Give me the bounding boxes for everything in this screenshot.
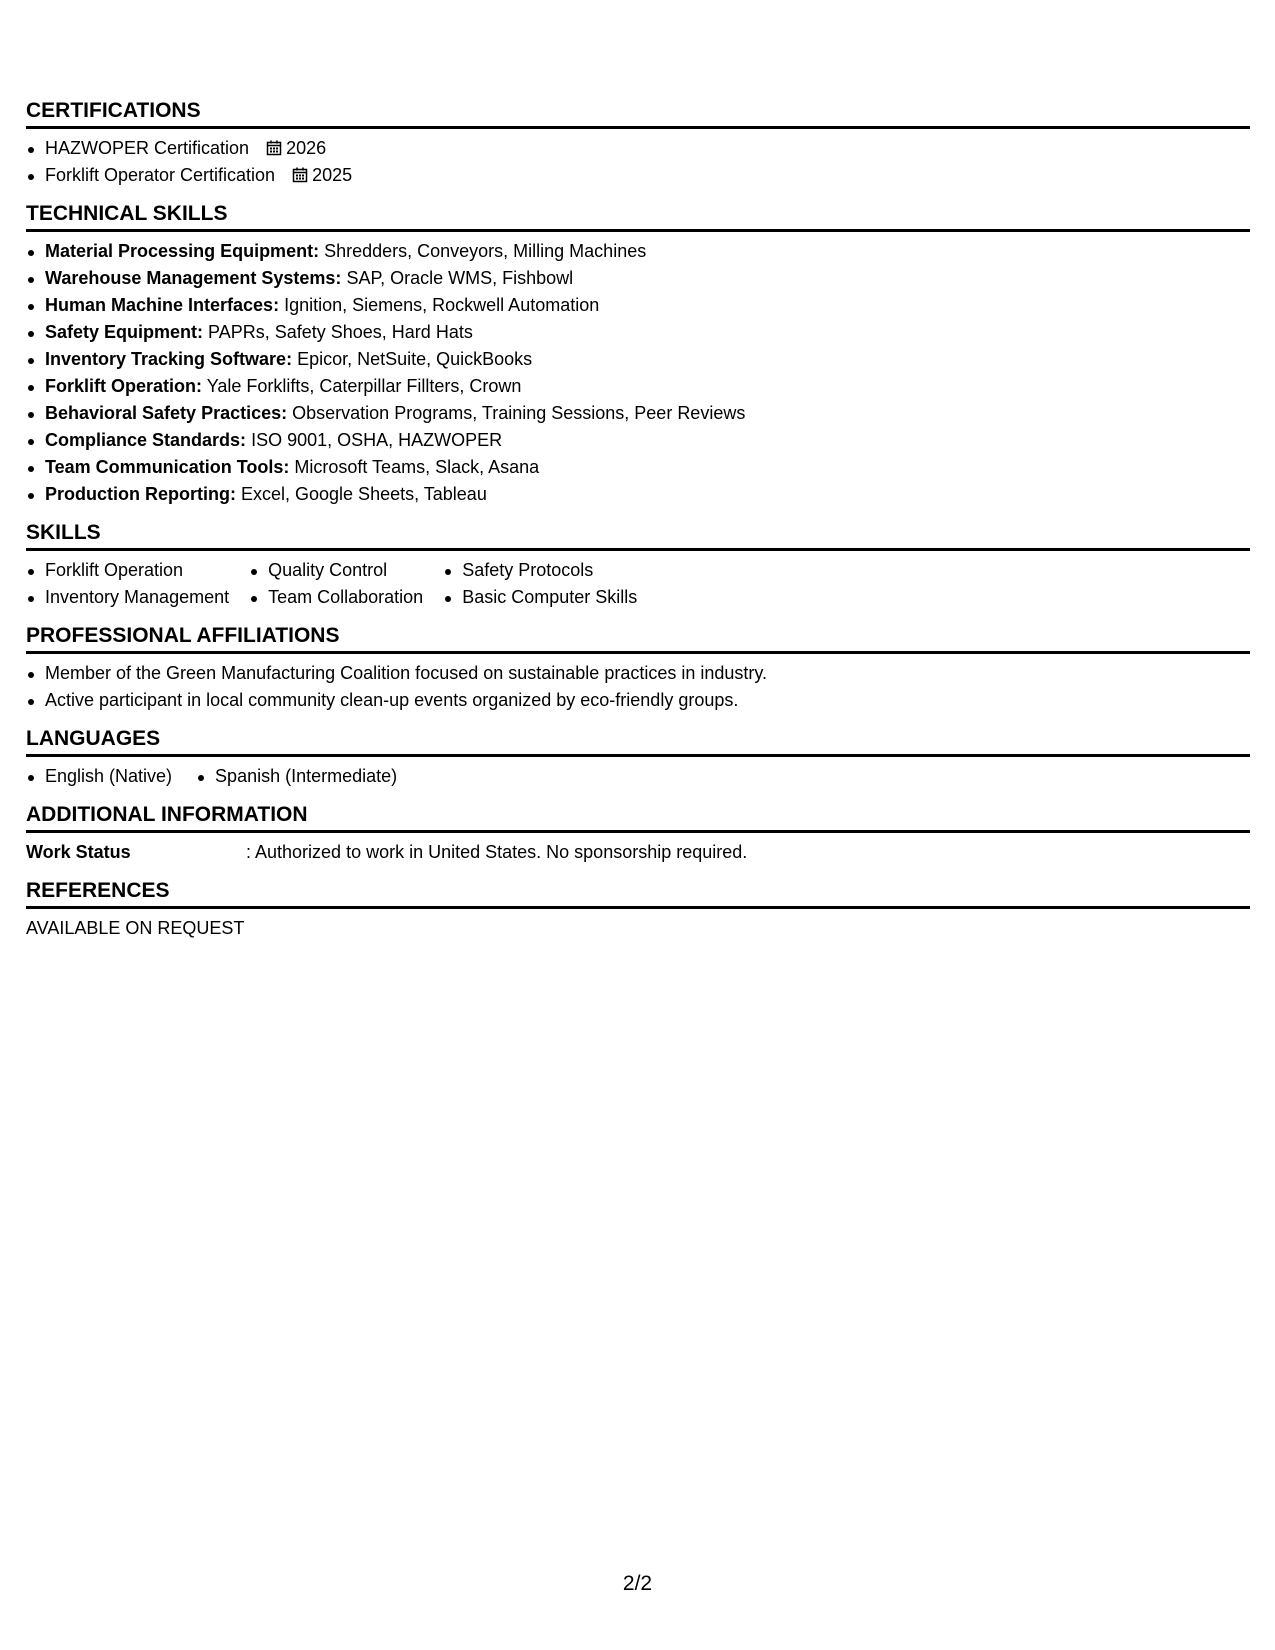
technical-skill-label: Team Communication Tools:: [45, 457, 290, 477]
technical-skill-label: Human Machine Interfaces:: [45, 295, 280, 315]
technical-skill-value: PAPRs, Safety Shoes, Hard Hats: [208, 322, 473, 342]
page-number: 2/2: [622, 1572, 653, 1595]
section-title-languages: LANGUAGES: [26, 718, 1250, 757]
languages-section: [26, 718, 1250, 794]
section-title-references: REFERENCES: [26, 870, 1250, 909]
skill-item: Forklift Operation: [26, 557, 229, 584]
technical-skill-label: Safety Equipment:: [45, 322, 204, 342]
skills-column: [443, 557, 637, 611]
certification-name: HAZWOPER Certification: [45, 138, 250, 158]
calendar-icon: [292, 167, 308, 183]
certifications-list: [26, 129, 1250, 193]
affiliation-item: Member of the Green Manufacturing Coalition focused on sustainable practices in industry.: [26, 660, 1250, 687]
language-item: English (Native): [26, 763, 172, 790]
skill-item: Quality Control: [249, 557, 423, 584]
affiliation-item: Active participant in local community clean-up events organized by eco-friendly groups.: [26, 687, 1250, 714]
technical-skill-value: Yale Forklifts, Caterpillar Fillters, Crown: [206, 376, 522, 396]
technical-skill-value: ISO 9001, OSHA, HAZWOPER: [251, 430, 503, 450]
certification-year: 2026: [286, 138, 327, 158]
section-title-affiliations: PROFESSIONAL AFFILIATIONS: [26, 615, 1250, 654]
technical-skill-value: Observation Programs, Training Sessions, Peer Reviews: [292, 403, 746, 423]
skills-column: [26, 557, 229, 611]
technical-skill-label: Compliance Standards:: [45, 430, 247, 450]
skills-column: [249, 557, 423, 611]
calendar-icon: [266, 140, 282, 156]
certification-item: [26, 162, 1250, 189]
technical-skill-item: [26, 292, 1250, 319]
technical-skill-value: SAP, Oracle WMS, Fishbowl: [346, 268, 574, 288]
technical-skill-value: Excel, Google Sheets, Tableau: [241, 484, 487, 504]
technical-skill-label: Production Reporting:: [45, 484, 236, 504]
technical-skill-label: Forklift Operation:: [45, 376, 202, 396]
additional-info-section: [26, 794, 1250, 870]
technical-skill-item: [26, 265, 1250, 292]
skill-item: Basic Computer Skills: [443, 584, 637, 611]
technical-skill-item: [26, 427, 1250, 454]
skills-section: [26, 512, 1250, 615]
skill-item: Inventory Management: [26, 584, 229, 611]
section-title-technical-skills: TECHNICAL SKILLS: [26, 193, 1250, 232]
work-status-row: [26, 833, 1250, 870]
technical-skill-label: Inventory Tracking Software:: [45, 349, 293, 369]
references-section: [26, 870, 1250, 946]
certification-year: 2025: [312, 165, 353, 185]
technical-skill-value: Microsoft Teams, Slack, Asana: [294, 457, 540, 477]
certification-name: Forklift Operator Certification: [45, 165, 276, 185]
work-status-label: Work Status: [26, 842, 131, 862]
technical-skill-item: [26, 319, 1250, 346]
section-title-skills: SKILLS: [26, 512, 1250, 551]
technical-skills-section: [26, 193, 1250, 512]
technical-skill-value: Ignition, Siemens, Rockwell Automation: [284, 295, 600, 315]
languages-list: [26, 757, 1250, 794]
section-title-additional-info: ADDITIONAL INFORMATION: [26, 794, 1250, 833]
references-text: AVAILABLE ON REQUEST: [26, 918, 245, 938]
section-title-certifications: CERTIFICATIONS: [26, 90, 1250, 129]
technical-skill-value: Epicor, NetSuite, QuickBooks: [297, 349, 533, 369]
technical-skill-label: Warehouse Management Systems:: [45, 268, 342, 288]
technical-skill-item: [26, 346, 1250, 373]
skills-grid: [26, 551, 1250, 615]
skill-item: Safety Protocols: [443, 557, 637, 584]
technical-skills-list: [26, 232, 1250, 512]
skill-item: Team Collaboration: [249, 584, 423, 611]
affiliations-list: [26, 654, 1250, 718]
certifications-section: [26, 90, 1250, 193]
work-status-value: : Authorized to work in United States. No sponsorship required.: [246, 842, 748, 862]
technical-skill-value: Shredders, Conveyors, Milling Machines: [324, 241, 647, 261]
technical-skill-item: [26, 481, 1250, 508]
technical-skill-label: Behavioral Safety Practices:: [45, 403, 288, 423]
certification-item: [26, 135, 1250, 162]
technical-skill-label: Material Processing Equipment:: [45, 241, 320, 261]
language-item: Spanish (Intermediate): [196, 763, 397, 790]
technical-skill-item: [26, 373, 1250, 400]
affiliations-section: [26, 615, 1250, 718]
technical-skill-item: [26, 400, 1250, 427]
technical-skill-item: [26, 454, 1250, 481]
resume-page: [26, 90, 1250, 946]
technical-skill-item: [26, 238, 1250, 265]
